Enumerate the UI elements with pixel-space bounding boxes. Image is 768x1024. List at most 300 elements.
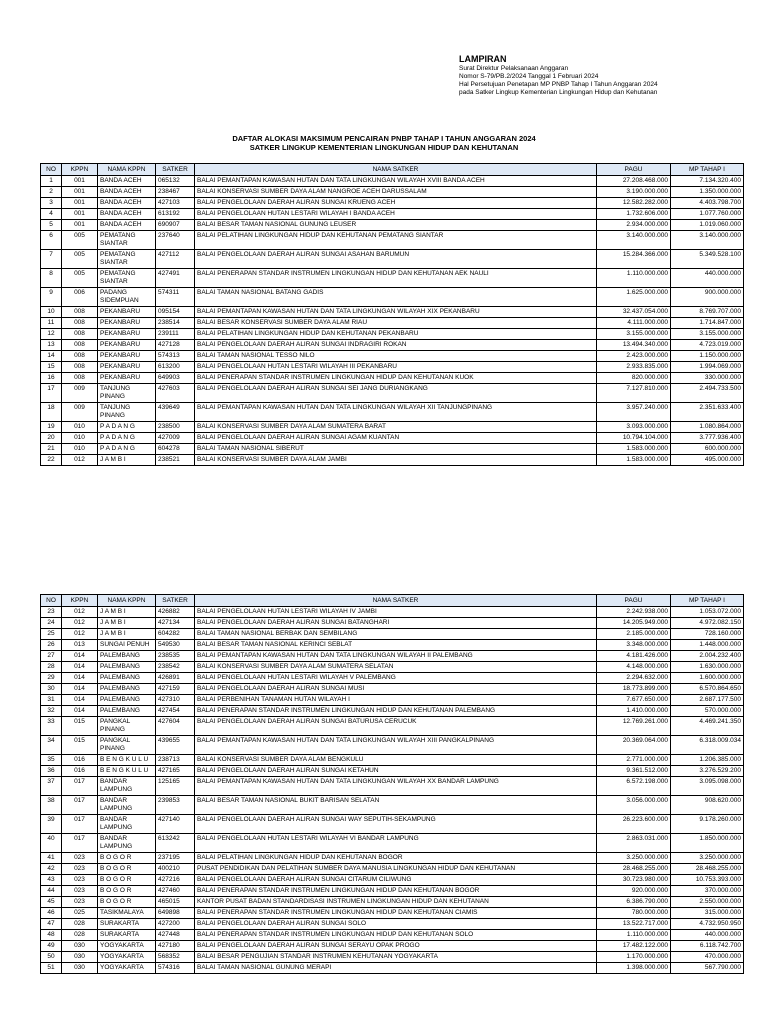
row-no: 15: [41, 362, 62, 373]
satker-code: 238521: [156, 455, 195, 466]
kppn-code: 012: [62, 607, 98, 618]
pagu-value: 10.794.104.000: [597, 433, 671, 444]
satker-name: BALAI PENGELOLAAN DAERAH ALIRAN SUNGAI CITARUM CILIWUNG: [195, 875, 597, 886]
mp-tahap-value: 370.000.000: [671, 886, 744, 897]
pagu-value: 32.437.054.000: [597, 307, 671, 318]
col-nama-satker-header: NAMA SATKER: [195, 164, 597, 176]
table-row: [41, 231, 744, 250]
table-row: [41, 717, 744, 736]
row-no: 20: [41, 433, 62, 444]
satker-name: BALAI KONSERVASI SUMBER DAYA ALAM SUMATERA SELATAN: [195, 662, 597, 673]
satker-name: BALAI KONSERVASI SUMBER DAYA ALAM SUMATERA BARAT: [195, 422, 597, 433]
kppn-code: 012: [62, 618, 98, 629]
allocation-table-1: [40, 163, 744, 466]
pagu-value: 1.732.606.000: [597, 209, 671, 220]
table-row: [41, 662, 744, 673]
satker-name: BALAI PENERAPAN STANDAR INSTRUMEN LINGKUNGAN HIDUP DAN KEHUTANAN BOGOR: [195, 886, 597, 897]
satker-name: BALAI PENGELOLAAN DAERAH ALIRAN SUNGAI WAY SEPUTIH-SEKAMPUNG: [195, 815, 597, 834]
kppn-name: P A D A N G: [98, 444, 156, 455]
satker-name: BALAI PENGELOLAAN HUTAN LESTARI WILAYAH IV JAMBI: [195, 607, 597, 618]
row-no: 22: [41, 455, 62, 466]
table-row: [41, 618, 744, 629]
kppn-code: 014: [62, 695, 98, 706]
pagu-value: 2.863.031.000: [597, 834, 671, 853]
kppn-name: BANDA ACEH: [98, 209, 156, 220]
mp-tahap-value: 567.790.000: [671, 963, 744, 974]
pagu-value: 6.386.790.000: [597, 897, 671, 908]
mp-tahap-value: 10.753.393.000: [671, 875, 744, 886]
table-row: [41, 796, 744, 815]
mp-tahap-value: 2.351.633.400: [671, 403, 744, 422]
kppn-code: 023: [62, 897, 98, 908]
mp-tahap-value: 3.140.000.000: [671, 231, 744, 250]
pagu-value: 2.771.000.000: [597, 755, 671, 766]
table-row: [41, 853, 744, 864]
pagu-value: 2.294.632.000: [597, 673, 671, 684]
row-no: 37: [41, 777, 62, 796]
table-row: [41, 607, 744, 618]
pagu-value: 27.208.468.000: [597, 176, 671, 187]
table-row: [41, 250, 744, 269]
kppn-code: 005: [62, 231, 98, 250]
satker-code: 604282: [156, 629, 195, 640]
col-pagu-header: PAGU: [597, 164, 671, 176]
satker-code: 574311: [156, 288, 195, 307]
kppn-name: B O G O R: [98, 886, 156, 897]
kppn-name: PEKANBARU: [98, 373, 156, 384]
table-row: [41, 695, 744, 706]
row-no: 17: [41, 384, 62, 403]
satker-name: BALAI PENGELOLAAN DAERAH ALIRAN SUNGAI KRUENG ACEH: [195, 198, 597, 209]
kppn-name: B O G O R: [98, 897, 156, 908]
satker-name: BALAI TAMAN NASIONAL BATANG GADIS: [195, 288, 597, 307]
pagu-value: 3.250.000.000: [597, 853, 671, 864]
kppn-code: 008: [62, 340, 98, 351]
row-no: 8: [41, 269, 62, 288]
satker-name: BALAI TAMAN NASIONAL BERBAK DAN SEMBILANG: [195, 629, 597, 640]
row-no: 21: [41, 444, 62, 455]
mp-tahap-value: 728.160.000: [671, 629, 744, 640]
kppn-code: 025: [62, 908, 98, 919]
kppn-code: 010: [62, 433, 98, 444]
kppn-name: P A D A N G: [98, 422, 156, 433]
kppn-code: 014: [62, 673, 98, 684]
kppn-name: PEKANBARU: [98, 307, 156, 318]
row-no: 12: [41, 329, 62, 340]
kppn-code: 006: [62, 288, 98, 307]
row-no: 51: [41, 963, 62, 974]
table-row: [41, 403, 744, 422]
row-no: 31: [41, 695, 62, 706]
table-row: [41, 886, 744, 897]
table-row: [41, 908, 744, 919]
kppn-code: 017: [62, 815, 98, 834]
table-row: [41, 220, 744, 231]
row-no: 32: [41, 706, 62, 717]
table-row: [41, 444, 744, 455]
kppn-code: 028: [62, 919, 98, 930]
satker-code: 238467: [156, 187, 195, 198]
kppn-name: SURAKARTA: [98, 919, 156, 930]
table-row: [41, 329, 744, 340]
kppn-code: 014: [62, 706, 98, 717]
kppn-name: BANDAR LAMPUNG: [98, 834, 156, 853]
pagu-value: 3.190.000.000: [597, 187, 671, 198]
kppn-name: PEKANBARU: [98, 351, 156, 362]
kppn-code: 030: [62, 941, 98, 952]
col-pagu-header: PAGU: [597, 595, 671, 607]
row-no: 19: [41, 422, 62, 433]
col-satker-header: SATKER: [156, 595, 195, 607]
kppn-name: PALEMBANG: [98, 673, 156, 684]
pagu-value: 13.494.340.000: [597, 340, 671, 351]
col-nama-kppn-header: NAMA KPPN: [98, 595, 156, 607]
row-no: 9: [41, 288, 62, 307]
pagu-value: 7.677.650.000: [597, 695, 671, 706]
satker-code: 427460: [156, 886, 195, 897]
kppn-code: 001: [62, 198, 98, 209]
row-no: 25: [41, 629, 62, 640]
satker-name: BALAI PENGELOLAAN HUTAN LESTARI WILAYAH VI BANDAR LAMPUNG: [195, 834, 597, 853]
row-no: 3: [41, 198, 62, 209]
satker-name: BALAI PENGELOLAAN DAERAH ALIRAN SUNGAI BATANGHARI: [195, 618, 597, 629]
kppn-name: B O G O R: [98, 853, 156, 864]
row-no: 23: [41, 607, 62, 618]
kppn-code: 028: [62, 930, 98, 941]
kppn-name: PALEMBANG: [98, 695, 156, 706]
mp-tahap-value: 470.000.000: [671, 952, 744, 963]
kppn-code: 001: [62, 209, 98, 220]
satker-name: BALAI BESAR TAMAN NASIONAL KERINCI SEBLAT: [195, 640, 597, 651]
table-row: [41, 815, 744, 834]
kppn-name: PANGKAL PINANG: [98, 717, 156, 736]
satker-name: BALAI PENGELOLAAN DAERAH ALIRAN SUNGAI KETAHUN: [195, 766, 597, 777]
row-no: 46: [41, 908, 62, 919]
pagu-value: 7.127.810.000: [597, 384, 671, 403]
kppn-code: 030: [62, 952, 98, 963]
row-no: 10: [41, 307, 62, 318]
satker-code: 065132: [156, 176, 195, 187]
row-no: 14: [41, 351, 62, 362]
satker-code: 427180: [156, 941, 195, 952]
pagu-value: 3.140.000.000: [597, 231, 671, 250]
row-no: 13: [41, 340, 62, 351]
kppn-name: B E N G K U L U: [98, 766, 156, 777]
satker-name: BALAI BESAR TAMAN NASIONAL BUKIT BARISAN SELATAN: [195, 796, 597, 815]
kppn-code: 009: [62, 403, 98, 422]
table-row: [41, 930, 744, 941]
table-row: [41, 455, 744, 466]
satker-code: 427216: [156, 875, 195, 886]
satker-name: BALAI PELATIHAN LINGKUNGAN HIDUP DAN KEHUTANAN PEMATANG SIANTAR: [195, 231, 597, 250]
pagu-value: 1.625.000.000: [597, 288, 671, 307]
table-row: [41, 919, 744, 930]
row-no: 33: [41, 717, 62, 736]
satker-code: 613200: [156, 362, 195, 373]
mp-tahap-value: 2.494.733.500: [671, 384, 744, 403]
table-header-row: [41, 595, 744, 607]
mp-tahap-value: 1.630.000.000: [671, 662, 744, 673]
document-title: DAFTAR ALOKASI MAKSIMUM PENCAIRAN PNBP TAHAP I TAHUN ANGGARAN 2024: [232, 134, 536, 143]
kppn-name: B O G O R: [98, 875, 156, 886]
row-no: 26: [41, 640, 62, 651]
mp-tahap-value: 5.349.528.100: [671, 250, 744, 269]
satker-code: 239111: [156, 329, 195, 340]
pagu-value: 1.170.000.000: [597, 952, 671, 963]
row-no: 34: [41, 736, 62, 755]
satker-name: BALAI PELATIHAN LINGKUNGAN HIDUP DAN KEHUTANAN PEKANBARU: [195, 329, 597, 340]
pagu-value: 2.423.000.000: [597, 351, 671, 362]
kppn-code: 015: [62, 717, 98, 736]
satker-name: BALAI PEMANTAPAN KAWASAN HUTAN DAN TATA LINGKUNGAN WILAYAH XIX PEKANBARU: [195, 307, 597, 318]
kppn-name: BANDA ACEH: [98, 198, 156, 209]
document-subtitle: SATKER LINGKUP KEMENTERIAN LINGKUNGAN HIDUP DAN KEHUTANAN: [249, 143, 519, 152]
mp-tahap-value: 4.403.798.700: [671, 198, 744, 209]
pagu-value: 1.583.000.000: [597, 455, 671, 466]
lampiran-title: LAMPIRAN: [459, 54, 507, 64]
satker-code: 400210: [156, 864, 195, 875]
kppn-code: 005: [62, 250, 98, 269]
satker-name: BALAI PEMANTAPAN KAWASAN HUTAN DAN TATA LINGKUNGAN WILAYAH XX BANDAR LAMPUNG: [195, 777, 597, 796]
satker-code: 238713: [156, 755, 195, 766]
mp-tahap-value: 28.468.255.000: [671, 864, 744, 875]
pagu-value: 2.185.000.000: [597, 629, 671, 640]
satker-code: 427448: [156, 930, 195, 941]
kppn-name: J A M B I: [98, 629, 156, 640]
pagu-value: 30.723.980.000: [597, 875, 671, 886]
lampiran-header: [459, 54, 759, 97]
satker-name: BALAI BESAR TAMAN NASIONAL GUNUNG LEUSER: [195, 220, 597, 231]
pagu-value: 15.284.366.000: [597, 250, 671, 269]
mp-tahap-value: 7.134.320.400: [671, 176, 744, 187]
mp-tahap-value: 4.732.950.950: [671, 919, 744, 930]
kppn-code: 001: [62, 220, 98, 231]
table-row: [41, 384, 744, 403]
table-row: [41, 351, 744, 362]
pagu-value: 3.056.000.000: [597, 796, 671, 815]
kppn-code: 014: [62, 662, 98, 673]
table-row: [41, 941, 744, 952]
satker-name: BALAI PENGELOLAAN HUTAN LESTARI WILAYAH III PEKANBARU: [195, 362, 597, 373]
table-header-row: [41, 164, 744, 176]
mp-tahap-value: 1.080.864.000: [671, 422, 744, 433]
mp-tahap-value: 3.777.936.400: [671, 433, 744, 444]
kppn-name: PALEMBANG: [98, 662, 156, 673]
satker-code: 237195: [156, 853, 195, 864]
kppn-code: 023: [62, 875, 98, 886]
row-no: 47: [41, 919, 62, 930]
kppn-name: PALEMBANG: [98, 684, 156, 695]
table-row: [41, 288, 744, 307]
row-no: 18: [41, 403, 62, 422]
pagu-value: 1.110.000.000: [597, 930, 671, 941]
kppn-code: 010: [62, 444, 98, 455]
row-no: 42: [41, 864, 62, 875]
satker-name: BALAI PEMANTAPAN KAWASAN HUTAN DAN TATA LINGKUNGAN WILAYAH II PALEMBANG: [195, 651, 597, 662]
mp-tahap-value: 2.687.177.500: [671, 695, 744, 706]
kppn-code: 001: [62, 176, 98, 187]
letter-number: Nomor S-79/PB.2/2024 Tanggal 1 Februari 2024: [459, 73, 599, 80]
col-no-header: NO: [41, 164, 62, 176]
pagu-value: 9.361.512.000: [597, 766, 671, 777]
row-no: 44: [41, 886, 62, 897]
mp-tahap-value: 1.077.760.000: [671, 209, 744, 220]
kppn-code: 015: [62, 736, 98, 755]
mp-tahap-value: 4.972.082.150: [671, 618, 744, 629]
satker-name: BALAI BESAR KONSERVASI SUMBER DAYA ALAM RIAU: [195, 318, 597, 329]
kppn-name: SUNGAI PENUH: [98, 640, 156, 651]
satker-name: BALAI BESAR PENGUJIAN STANDAR INSTRUMEN KEHUTANAN YOGYAKARTA: [195, 952, 597, 963]
kppn-code: 010: [62, 422, 98, 433]
kppn-name: PEMATANG SIANTAR: [98, 231, 156, 250]
row-no: 41: [41, 853, 62, 864]
satker-name: BALAI PENERAPAN STANDAR INSTRUMEN LINGKUNGAN HIDUP DAN KEHUTANAN AEK NAULI: [195, 269, 597, 288]
row-no: 45: [41, 897, 62, 908]
mp-tahap-value: 3.155.000.000: [671, 329, 744, 340]
table-row: [41, 198, 744, 209]
row-no: 16: [41, 373, 62, 384]
table-row: [41, 433, 744, 444]
row-no: 2: [41, 187, 62, 198]
kppn-code: 016: [62, 755, 98, 766]
satker-name: BALAI PENERAPAN STANDAR INSTRUMEN LINGKUNGAN HIDUP DAN KEHUTANAN CIAMIS: [195, 908, 597, 919]
mp-tahap-value: 1.206.385.000: [671, 755, 744, 766]
kppn-name: BANDAR LAMPUNG: [98, 777, 156, 796]
kppn-name: PALEMBANG: [98, 651, 156, 662]
satker-code: 427165: [156, 766, 195, 777]
table-row: [41, 897, 744, 908]
satker-code: 613242: [156, 834, 195, 853]
satker-name: PUSAT PENDIDIKAN DAN PELATIHAN SUMBER DAYA MANUSIA LINGKUNGAN HIDUP DAN KEHUTANAN: [195, 864, 597, 875]
kppn-name: B E N G K U L U: [98, 755, 156, 766]
pagu-value: 4.148.000.000: [597, 662, 671, 673]
satker-code: 549530: [156, 640, 195, 651]
satker-name: BALAI KONSERVASI SUMBER DAYA ALAM NANGROE ACEH DARUSSALAM: [195, 187, 597, 198]
table-row: [41, 422, 744, 433]
pagu-value: 12.769.261.000: [597, 717, 671, 736]
satker-code: 427128: [156, 340, 195, 351]
satker-code: 465015: [156, 897, 195, 908]
kppn-code: 014: [62, 651, 98, 662]
col-kppn-header: KPPN: [62, 164, 98, 176]
satker-code: 427603: [156, 384, 195, 403]
mp-tahap-value: 8.769.707.000: [671, 307, 744, 318]
table-row: [41, 373, 744, 384]
mp-tahap-value: 315.000.000: [671, 908, 744, 919]
mp-tahap-value: 3.095.098.000: [671, 777, 744, 796]
pagu-value: 6.572.198.000: [597, 777, 671, 796]
mp-tahap-value: 495.000.000: [671, 455, 744, 466]
satker-name: BALAI PENERAPAN STANDAR INSTRUMEN LINGKUNGAN HIDUP DAN KEHUTANAN PALEMBANG: [195, 706, 597, 717]
kppn-name: PEMATANG SIANTAR: [98, 250, 156, 269]
row-no: 7: [41, 250, 62, 269]
kppn-name: TANJUNG PINANG: [98, 384, 156, 403]
table-row: [41, 777, 744, 796]
satker-code: 427112: [156, 250, 195, 269]
kppn-name: YOGYAKARTA: [98, 941, 156, 952]
kppn-name: J A M B I: [98, 607, 156, 618]
table-row: [41, 963, 744, 974]
row-no: 29: [41, 673, 62, 684]
mp-tahap-value: 2.004.232.400: [671, 651, 744, 662]
kppn-name: SURAKARTA: [98, 930, 156, 941]
satker-code: 238542: [156, 662, 195, 673]
row-no: 39: [41, 815, 62, 834]
mp-tahap-value: 6.318.009.034: [671, 736, 744, 755]
mp-tahap-value: 330.000.000: [671, 373, 744, 384]
satker-name: BALAI PENGELOLAAN HUTAN LESTARI WILAYAH I BANDA ACEH: [195, 209, 597, 220]
table-row: [41, 629, 744, 640]
satker-name: BALAI PEMANTAPAN KAWASAN HUTAN DAN TATA LINGKUNGAN WILAYAH XII TANJUNGPINANG: [195, 403, 597, 422]
kppn-name: PADANG SIDEMPUAN: [98, 288, 156, 307]
mp-tahap-value: 440.000.000: [671, 930, 744, 941]
col-satker-header: SATKER: [156, 164, 195, 176]
satker-name: BALAI PELATIHAN LINGKUNGAN HIDUP DAN KEHUTANAN BOGOR: [195, 853, 597, 864]
table-row: [41, 362, 744, 373]
kppn-code: 008: [62, 362, 98, 373]
pagu-value: 2.933.835.000: [597, 362, 671, 373]
mp-tahap-value: 6.570.864.650: [671, 684, 744, 695]
table-row: [41, 755, 744, 766]
mp-tahap-value: 1.150.000.000: [671, 351, 744, 362]
row-no: 24: [41, 618, 62, 629]
satker-code: 239853: [156, 796, 195, 815]
letter-subject: Hal Persetujuan Penetapan MP PNBP Tahap I Tahun Anggaran 2024: [459, 81, 658, 88]
mp-tahap-value: 9.178.260.000: [671, 815, 744, 834]
satker-name: BALAI KONSERVASI SUMBER DAYA ALAM BENGKULU: [195, 755, 597, 766]
mp-tahap-value: 2.550.000.000: [671, 897, 744, 908]
kppn-name: PEKANBARU: [98, 362, 156, 373]
col-mp-tahap-i-header: MP TAHAP I: [671, 164, 744, 176]
table-row: [41, 834, 744, 853]
pagu-value: 3.155.000.000: [597, 329, 671, 340]
table-row: [41, 736, 744, 755]
mp-tahap-value: 6.118.742.700: [671, 941, 744, 952]
satker-name: KANTOR PUSAT BADAN STANDARDISASI INSTRUMEN LINGKUNGAN HIDUP DAN KEHUTANAN: [195, 897, 597, 908]
mp-tahap-value: 570.000.000: [671, 706, 744, 717]
kppn-name: TASIKMALAYA: [98, 908, 156, 919]
pagu-value: 26.223.600.000: [597, 815, 671, 834]
satker-code: 427200: [156, 919, 195, 930]
satker-name: BALAI PENGELOLAAN HUTAN LESTARI WILAYAH V PALEMBANG: [195, 673, 597, 684]
row-no: 30: [41, 684, 62, 695]
row-no: 35: [41, 755, 62, 766]
satker-code: 237640: [156, 231, 195, 250]
satker-code: 649898: [156, 908, 195, 919]
table-row: [41, 269, 744, 288]
satker-name: BALAI PENGELOLAAN DAERAH ALIRAN SUNGAI BATURUSA CERUCUK: [195, 717, 597, 736]
satker-name: BALAI KONSERVASI SUMBER DAYA ALAM JAMBI: [195, 455, 597, 466]
row-no: 49: [41, 941, 62, 952]
mp-tahap-value: 1.019.060.000: [671, 220, 744, 231]
pagu-value: 1.583.000.000: [597, 444, 671, 455]
table-row: [41, 340, 744, 351]
table-row: [41, 706, 744, 717]
satker-name: BALAI TAMAN NASIONAL SIBERUT: [195, 444, 597, 455]
mp-tahap-value: 1.850.000.000: [671, 834, 744, 853]
pagu-value: 20.369.064.000: [597, 736, 671, 755]
kppn-name: B O G O R: [98, 864, 156, 875]
satker-code: 427159: [156, 684, 195, 695]
kppn-name: BANDA ACEH: [98, 176, 156, 187]
satker-code: 568352: [156, 952, 195, 963]
kppn-code: 023: [62, 886, 98, 897]
row-no: 27: [41, 651, 62, 662]
pagu-value: 13.522.717.000: [597, 919, 671, 930]
pagu-value: 3.093.000.000: [597, 422, 671, 433]
col-kppn-header: KPPN: [62, 595, 98, 607]
mp-tahap-value: 1.994.069.000: [671, 362, 744, 373]
